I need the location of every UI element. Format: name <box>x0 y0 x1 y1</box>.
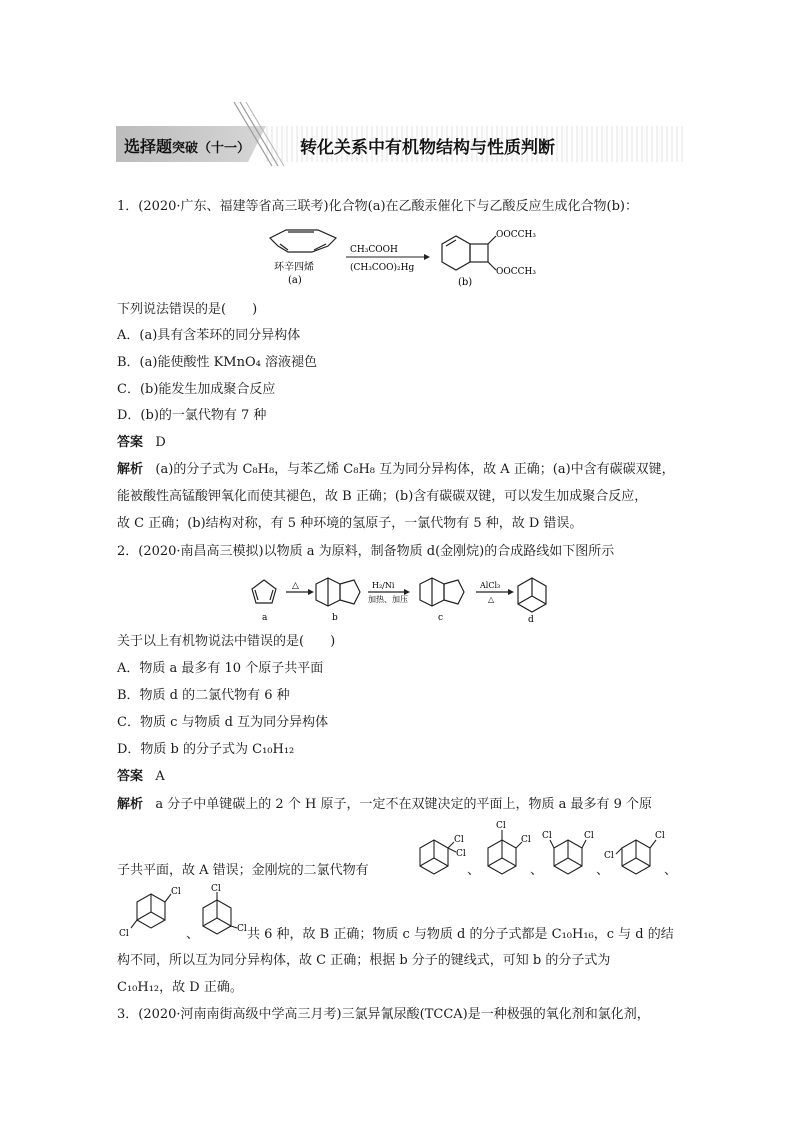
compound-b-structure <box>442 236 496 270</box>
q2-answer: A <box>155 769 165 784</box>
q1-explain-text-1: (a)的分子式为 C₈H₈，与苯乙烯 C₈H₈ 互为同分异构体，故 A 正确；(a)中含有碳碳双键， <box>155 462 675 477</box>
dichloro-isomer-3 <box>550 840 586 874</box>
q2-answer-line <box>117 768 165 786</box>
cl-label-2a: Cl <box>496 821 506 831</box>
q1-option-c: C．(b)能发生加成聚合反应 <box>117 382 276 397</box>
cyclooctatetraene-structure <box>270 230 336 252</box>
q1-answer-label: 答案 <box>117 435 144 450</box>
step1-condition: △ <box>292 581 299 591</box>
q2-explain-label: 解析 <box>117 797 144 812</box>
substituent-top: OOCCH₃ <box>496 230 536 240</box>
cl-label-3a: Cl <box>542 831 552 841</box>
cl-label-6b: Cl <box>237 924 247 934</box>
q3-stem: 3．(2020·河南南街高级中学高三月考)三氯异氰尿酸(TCCA)是一种极强的氧化剂和氯化剂， <box>117 1007 650 1022</box>
q1-explain-label: 解析 <box>117 462 144 477</box>
q2-option-b: B．物质 d 的二氯代物有 6 种 <box>117 688 290 703</box>
q1-stem: 1．(2020·广东、福建等省高三联考)化合物(a)在乙酸汞催化下与乙酸反应生成化合物(b)： <box>117 199 638 214</box>
dichloro-isomer-5 <box>131 894 171 928</box>
cl-label-1a: Cl <box>454 835 464 845</box>
q2-option-d: D．物质 b 的分子式为 C₁₀H₁₂ <box>117 742 295 757</box>
cl-label-4a: Cl <box>655 831 665 841</box>
q2-option-a: A．物质 a 最多有 10 个原子共平面 <box>117 661 324 676</box>
cl-label-5a: Cl <box>171 887 181 897</box>
cl-label-4b: Cl <box>604 851 614 861</box>
sep-4: 、 <box>664 863 678 878</box>
dichloro-isomer-4 <box>616 840 656 874</box>
q1-answer: D <box>155 435 166 450</box>
label-d: d <box>528 615 534 625</box>
reagent-bottom: (CH₃COO)₂Hg <box>350 263 415 273</box>
q2-answer-label: 答案 <box>117 769 144 784</box>
q2-explain-line-4: 构不同，所以互为同分异构体，故 C 正确；根据 b 分子的键线式，可知 b 的分子式为 <box>117 953 611 968</box>
header-slash-decoration <box>228 100 288 170</box>
compound-b-label: (b) <box>458 277 473 288</box>
dichloro-isomer-1 <box>420 840 456 874</box>
cl-label-2b: Cl <box>521 835 531 845</box>
q2-stem: 2．(2020·南昌高三模拟)以物质 a 为原料，制备物质 d(金刚烷)的合成路线如下图所示 <box>117 544 615 559</box>
dichloro-structures-row-1 <box>400 818 700 886</box>
q2-synthesis-figure <box>244 570 564 626</box>
q2-explain-text-1: a 分子中单键碳上的 2 个 H 原子，一定不在双键决定的平面上，物质 a 最多有 9 个原 <box>155 797 652 812</box>
q1-option-d: D．(b)的一氯代物有 7 种 <box>117 408 267 423</box>
step3-condition-bottom: △ <box>488 595 495 604</box>
dichloro-isomer-6 <box>203 892 237 934</box>
sep-5: 、 <box>186 927 200 942</box>
substituent-bottom: OOCCH₃ <box>496 267 536 277</box>
q1-explain-line-3: 故 C 正确；(b)结构对称，有 5 种环境的氢原子，一氯代物有 5 种，故 D 错误。 <box>117 516 583 531</box>
q2-explain-line-5: C₁₀H₁₂，故 D 正确。 <box>117 980 243 995</box>
sep-2: 、 <box>530 863 544 878</box>
cl-label-3b: Cl <box>584 831 594 841</box>
q2-explain-line-1 <box>117 796 652 814</box>
sep-3: 、 <box>596 863 610 878</box>
q2-explain-line-2: 子共平面，故 A 错误；金刚烷的二氯代物有 <box>117 863 369 878</box>
q1-option-a: A．(a)具有含苯环的同分异构体 <box>117 328 301 343</box>
sep-1: 、 <box>467 863 481 878</box>
label-c: c <box>438 613 444 623</box>
compound-a-label: (a) <box>288 275 302 286</box>
q2-explain-line-3: 共 6 种，故 B 正确；物质 c 与物质 d 的分子式都是 C₁₀H₁₆，c 与 d 的结 <box>247 927 674 942</box>
label-b: b <box>332 613 338 623</box>
q1-explain-line-2: 能被酸性高锰酸钾氧化而使其褪色，故 B 正确；(b)含有碳碳双键，可以发生加成聚合反应， <box>117 489 648 504</box>
step3-condition-top: AlCl₃ <box>480 581 501 590</box>
cl-label-6a: Cl <box>211 884 221 894</box>
header-tag-main: 选择题 <box>124 137 173 156</box>
page-title: 转化关系中有机物结构与性质判断 <box>300 138 555 158</box>
cl-label-1b: Cl <box>456 849 466 859</box>
reaction-arrowhead <box>424 254 430 260</box>
q1-explain-line-1 <box>117 461 675 479</box>
q1-option-b: B．(a)能使酸性 KMnO₄ 溶液褪色 <box>117 355 317 370</box>
q1-reaction-figure <box>258 222 548 290</box>
header-tag-sub: 突破（十一） <box>172 141 251 156</box>
q2-prompt: 关于以上有机物说法中错误的是( ) <box>117 634 336 649</box>
step2-condition-bottom: 加热、加压 <box>368 595 408 604</box>
label-a: a <box>262 613 268 623</box>
step2-condition-top: H₂/Ni <box>372 581 395 590</box>
compound-a-name: 环辛四烯 <box>274 262 314 273</box>
q2-option-c: C．物质 c 与物质 d 互为同分异构体 <box>117 715 329 730</box>
q1-answer-line <box>117 434 166 452</box>
reagent-top: CH₃COOH <box>350 245 398 255</box>
q1-prompt: 下列说法错误的是( ) <box>117 302 258 317</box>
cl-label-5b: Cl <box>119 929 129 939</box>
dichloro-isomer-2 <box>488 830 522 874</box>
